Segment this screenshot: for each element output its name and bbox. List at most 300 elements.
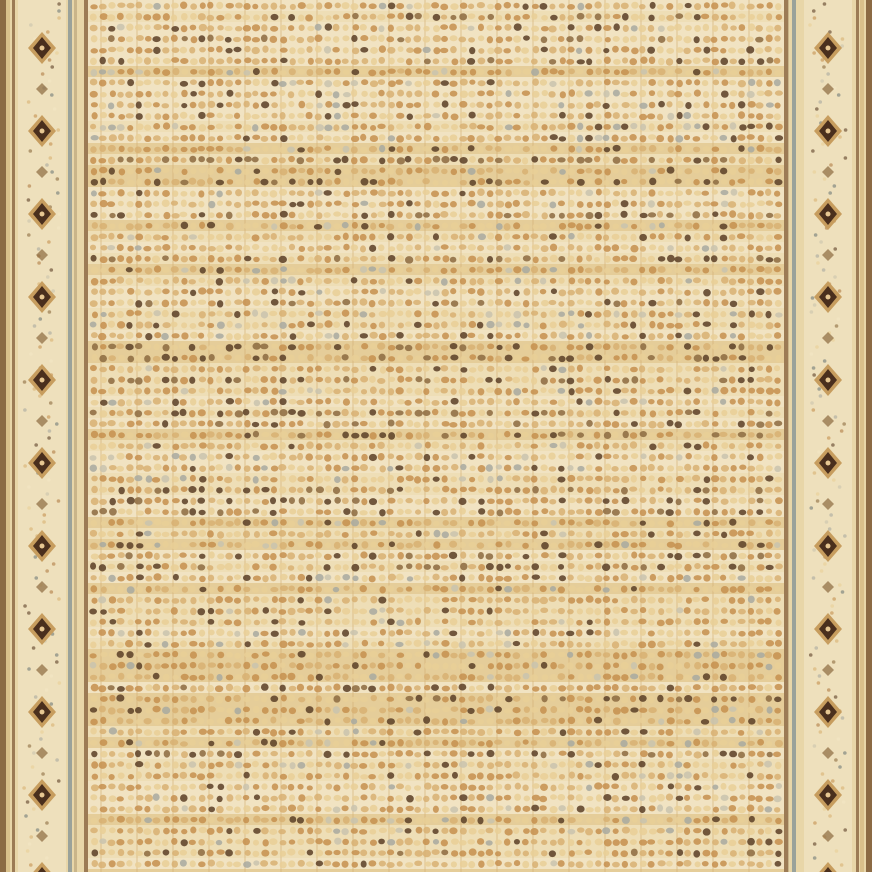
field-dot xyxy=(181,631,187,637)
field-dot xyxy=(343,388,351,394)
field-dot xyxy=(387,411,394,417)
field-dot xyxy=(190,597,196,604)
field-dot xyxy=(566,355,574,362)
field-dot xyxy=(226,443,232,449)
field-dot xyxy=(460,24,468,30)
field-dot xyxy=(137,444,143,450)
field-dot xyxy=(117,476,124,483)
field-dot xyxy=(334,530,340,536)
field-dot xyxy=(207,565,213,570)
field-dot xyxy=(532,652,538,658)
field-dot xyxy=(297,255,304,261)
field-dot xyxy=(171,465,177,472)
field-dot xyxy=(442,146,449,153)
field-dot xyxy=(271,631,279,637)
field-dot xyxy=(424,685,430,691)
field-dot xyxy=(433,652,440,658)
field-dot xyxy=(496,696,503,701)
field-dot xyxy=(513,35,521,42)
field-dot xyxy=(684,519,691,526)
field-dot xyxy=(630,441,637,448)
field-dot xyxy=(593,377,601,384)
field-dot xyxy=(243,530,250,537)
field-dot xyxy=(279,563,287,570)
field-dot xyxy=(270,510,277,516)
field-dot xyxy=(620,211,627,218)
field-dot xyxy=(667,36,674,42)
field-dot xyxy=(171,642,179,648)
field-dot xyxy=(675,640,682,647)
field-dot xyxy=(702,279,708,285)
field-dot xyxy=(235,365,242,372)
field-dot xyxy=(675,13,683,19)
field-dot xyxy=(494,136,502,142)
field-dot xyxy=(189,377,195,384)
field-dot xyxy=(262,168,269,174)
field-dot xyxy=(488,14,494,20)
field-dot xyxy=(396,255,404,262)
field-dot xyxy=(513,189,520,195)
field-dot xyxy=(631,453,638,459)
field-dot xyxy=(613,629,619,637)
field-dot xyxy=(612,234,620,240)
field-dot xyxy=(289,475,297,482)
field-dot xyxy=(307,421,314,427)
field-dot xyxy=(99,57,105,65)
field-dot xyxy=(486,268,494,274)
field-dot xyxy=(441,565,449,570)
field-dot xyxy=(521,376,529,383)
field-dot xyxy=(388,520,395,527)
field-dot xyxy=(486,157,493,163)
field-dot xyxy=(262,300,269,306)
field-dot xyxy=(683,36,691,43)
field-dot xyxy=(226,190,232,196)
field-dot xyxy=(450,134,458,141)
field-dot xyxy=(586,464,593,471)
field-dot xyxy=(253,102,259,108)
field-dot xyxy=(613,36,620,42)
field-dot xyxy=(765,179,773,185)
field-dot xyxy=(144,190,150,197)
field-dot xyxy=(559,3,565,8)
field-dot xyxy=(352,553,359,560)
field-dot xyxy=(657,288,664,294)
field-dot xyxy=(91,234,99,241)
field-dot xyxy=(631,80,638,86)
field-dot xyxy=(172,552,179,559)
field-dot xyxy=(406,168,412,175)
field-dot xyxy=(522,135,528,141)
field-dot xyxy=(180,409,187,416)
field-dot xyxy=(324,245,332,251)
field-dot xyxy=(531,343,538,350)
field-dot xyxy=(217,444,225,450)
field-dot xyxy=(306,3,314,9)
field-dot xyxy=(378,675,385,680)
field-dot xyxy=(234,653,241,659)
field-dot xyxy=(287,673,295,681)
field-dot xyxy=(163,13,170,21)
field-dot xyxy=(208,201,215,208)
field-dot xyxy=(261,191,268,197)
field-dot xyxy=(425,442,431,449)
field-dot xyxy=(323,421,330,428)
field-dot xyxy=(711,686,718,693)
field-dot xyxy=(134,310,141,315)
field-dot xyxy=(766,365,772,372)
field-dot xyxy=(685,70,692,75)
field-dot xyxy=(469,180,476,186)
field-dot xyxy=(703,432,711,438)
field-dot xyxy=(451,497,457,504)
field-dot xyxy=(361,432,369,438)
field-dot xyxy=(271,641,277,647)
field-dot xyxy=(558,685,566,691)
field-dot xyxy=(631,620,638,626)
field-dot xyxy=(361,14,367,20)
field-dot xyxy=(199,466,206,472)
field-dot xyxy=(404,652,412,660)
field-dot xyxy=(352,322,359,328)
field-dot xyxy=(774,421,782,427)
field-dot xyxy=(711,167,719,173)
field-dot xyxy=(317,168,323,174)
field-dot xyxy=(603,498,610,504)
field-dot xyxy=(244,498,250,504)
field-dot xyxy=(234,113,240,119)
field-dot xyxy=(288,531,296,537)
field-dot xyxy=(433,180,439,186)
field-dot xyxy=(460,3,468,9)
field-dot xyxy=(641,157,648,163)
field-dot xyxy=(135,201,142,208)
field-dot xyxy=(703,355,709,362)
field-dot xyxy=(710,618,718,625)
field-dot xyxy=(190,69,197,75)
field-dot xyxy=(135,608,143,614)
field-dot xyxy=(503,48,511,53)
field-dot xyxy=(163,279,169,285)
field-dot xyxy=(459,344,466,351)
field-dot xyxy=(288,565,294,570)
field-dot xyxy=(153,443,161,449)
field-dot xyxy=(487,530,494,536)
field-dot xyxy=(182,36,188,41)
field-dot xyxy=(306,441,314,449)
field-dot xyxy=(513,652,521,659)
field-dot xyxy=(218,619,224,627)
field-dot xyxy=(316,15,324,21)
field-dot xyxy=(289,244,295,251)
field-dot xyxy=(279,442,285,450)
field-dot xyxy=(495,454,502,460)
field-dot xyxy=(712,531,719,536)
field-dot xyxy=(359,608,367,614)
field-dot xyxy=(342,59,349,64)
field-dot xyxy=(396,684,403,692)
field-dot xyxy=(190,466,196,472)
field-dot xyxy=(656,367,664,373)
field-dot xyxy=(621,443,628,450)
field-dot xyxy=(379,45,386,52)
field-dot xyxy=(721,442,728,449)
field-dot xyxy=(755,322,763,329)
field-dot xyxy=(621,652,627,659)
field-dot xyxy=(388,135,395,141)
field-dot xyxy=(262,543,269,549)
field-dot xyxy=(505,80,513,86)
field-dot xyxy=(414,422,421,428)
field-dot xyxy=(478,609,484,615)
field-dot xyxy=(451,398,459,405)
field-dot xyxy=(398,322,404,328)
field-dot xyxy=(629,267,636,273)
field-dot xyxy=(596,113,602,120)
field-dot xyxy=(252,422,259,427)
field-dot xyxy=(189,178,197,185)
field-dot xyxy=(523,278,530,285)
field-dot xyxy=(188,388,196,394)
field-dot xyxy=(297,157,305,164)
field-dot xyxy=(711,399,718,404)
field-dot xyxy=(567,334,575,340)
field-dot xyxy=(649,290,656,295)
field-dot xyxy=(450,618,458,626)
field-dot xyxy=(225,486,232,492)
field-dot xyxy=(496,311,503,317)
field-dot xyxy=(370,332,378,339)
field-dot xyxy=(244,420,250,428)
field-dot xyxy=(748,178,754,185)
field-dot xyxy=(729,552,737,559)
field-dot xyxy=(116,618,124,625)
field-dot xyxy=(460,112,467,118)
field-dot xyxy=(226,234,232,241)
field-dot xyxy=(351,80,359,86)
field-dot xyxy=(162,410,168,415)
field-dot xyxy=(136,519,143,526)
field-dot xyxy=(532,244,540,250)
field-dot xyxy=(703,201,711,206)
field-dot xyxy=(648,475,654,481)
field-dot xyxy=(621,410,629,415)
field-dot xyxy=(162,454,168,461)
field-dot xyxy=(253,68,260,75)
field-dot xyxy=(721,299,728,306)
field-dot xyxy=(281,695,287,702)
field-dot xyxy=(764,498,772,504)
field-dot xyxy=(665,454,673,460)
field-dot xyxy=(512,377,520,383)
field-dot xyxy=(568,200,575,207)
field-dot xyxy=(315,24,322,31)
field-dot xyxy=(622,334,629,339)
field-dot xyxy=(154,245,162,251)
field-dot xyxy=(755,48,763,54)
field-dot xyxy=(639,487,645,493)
field-dot xyxy=(540,564,547,571)
field-dot xyxy=(766,80,773,87)
field-dot xyxy=(612,598,618,603)
field-dot xyxy=(515,565,521,571)
field-dot xyxy=(504,652,511,658)
field-dot xyxy=(514,102,521,109)
field-dot xyxy=(396,135,404,142)
field-dot xyxy=(199,311,206,318)
field-dot xyxy=(551,288,557,294)
field-dot xyxy=(280,14,286,19)
field-dot xyxy=(730,146,738,151)
field-dot xyxy=(496,223,503,230)
field-dot xyxy=(532,91,539,98)
field-dot xyxy=(595,630,602,636)
field-dot xyxy=(640,135,647,142)
field-dot xyxy=(577,575,585,582)
field-dot xyxy=(567,156,574,163)
field-dot xyxy=(396,366,404,373)
field-dot xyxy=(397,190,403,196)
field-dot xyxy=(469,212,476,218)
field-dot xyxy=(657,114,663,121)
field-dot xyxy=(126,651,133,658)
field-dot xyxy=(766,235,773,242)
field-dot xyxy=(396,3,404,9)
field-dot xyxy=(135,47,142,54)
field-dot xyxy=(415,398,423,403)
field-dot xyxy=(396,124,404,130)
field-dot xyxy=(324,675,331,681)
field-dot xyxy=(343,69,350,74)
field-dot xyxy=(432,224,439,229)
field-dot xyxy=(316,443,323,450)
field-dot xyxy=(98,629,106,636)
field-dot xyxy=(640,597,646,603)
field-dot xyxy=(406,432,414,439)
field-dot xyxy=(233,377,241,383)
field-dot xyxy=(459,13,467,20)
field-dot xyxy=(216,267,224,274)
field-dot xyxy=(728,47,736,53)
field-dot xyxy=(388,453,395,459)
field-dot xyxy=(235,147,243,153)
field-dot xyxy=(307,685,313,690)
field-dot xyxy=(108,113,114,119)
field-dot xyxy=(541,410,548,416)
field-dot xyxy=(188,629,196,635)
field-dot xyxy=(207,2,213,9)
field-dot xyxy=(648,399,655,404)
field-dot xyxy=(190,662,197,669)
field-dot xyxy=(560,57,566,64)
field-dot xyxy=(343,13,350,19)
field-dot xyxy=(694,233,701,240)
field-dot xyxy=(657,509,664,515)
field-dot xyxy=(468,168,476,175)
field-dot xyxy=(100,37,108,43)
field-dot xyxy=(215,288,223,294)
field-dot xyxy=(505,90,511,97)
field-dot xyxy=(388,574,396,581)
field-dot xyxy=(612,80,620,86)
field-dot xyxy=(567,409,574,416)
field-dot xyxy=(252,322,259,329)
field-dot xyxy=(775,597,781,603)
field-dot xyxy=(370,135,378,142)
field-dot xyxy=(342,629,349,636)
field-dot xyxy=(533,102,539,108)
field-dot xyxy=(370,399,377,406)
field-dot xyxy=(377,343,385,350)
field-dot xyxy=(774,575,781,581)
field-dot xyxy=(135,57,142,64)
field-dot xyxy=(190,332,198,339)
field-dot xyxy=(216,245,224,252)
field-dot xyxy=(279,421,285,427)
field-dot xyxy=(172,386,179,393)
field-dot xyxy=(468,696,475,702)
field-dot xyxy=(226,398,234,404)
field-dot xyxy=(576,398,582,405)
field-dot xyxy=(667,69,674,75)
field-dot xyxy=(405,37,411,43)
field-dot xyxy=(128,356,135,363)
field-dot xyxy=(514,23,522,31)
field-dot xyxy=(629,486,637,491)
field-dot xyxy=(154,497,161,503)
field-dot xyxy=(774,608,781,615)
field-dot xyxy=(415,68,422,74)
field-dot xyxy=(361,178,369,186)
field-dot xyxy=(432,432,440,438)
field-dot xyxy=(333,389,341,394)
field-dot xyxy=(657,432,664,438)
field-dot xyxy=(756,597,763,603)
field-dot xyxy=(154,91,161,97)
field-dot xyxy=(260,519,268,525)
field-dot xyxy=(307,91,315,97)
field-dot xyxy=(578,564,584,571)
field-dot xyxy=(325,641,331,647)
field-dot xyxy=(413,300,421,305)
field-dot xyxy=(288,608,296,615)
field-dot xyxy=(101,212,107,219)
field-dot xyxy=(648,300,656,307)
field-dot xyxy=(648,256,655,262)
field-dot xyxy=(92,222,98,229)
field-dot xyxy=(136,35,144,41)
field-dot xyxy=(667,662,674,669)
field-dot xyxy=(757,365,763,370)
field-dot xyxy=(521,190,529,196)
field-dot xyxy=(629,641,637,648)
field-dot xyxy=(235,179,242,185)
field-dot xyxy=(108,400,116,406)
field-dot xyxy=(289,47,295,54)
field-dot xyxy=(550,476,557,483)
field-dot xyxy=(162,190,170,197)
field-dot xyxy=(190,168,196,174)
field-dot xyxy=(613,278,619,285)
field-dot xyxy=(396,629,403,635)
field-dot xyxy=(486,694,493,701)
field-dot xyxy=(486,167,493,172)
field-dot xyxy=(496,366,502,372)
field-dot xyxy=(378,409,385,415)
field-dot xyxy=(110,90,116,97)
field-dot xyxy=(593,487,601,494)
field-dot xyxy=(721,36,728,42)
